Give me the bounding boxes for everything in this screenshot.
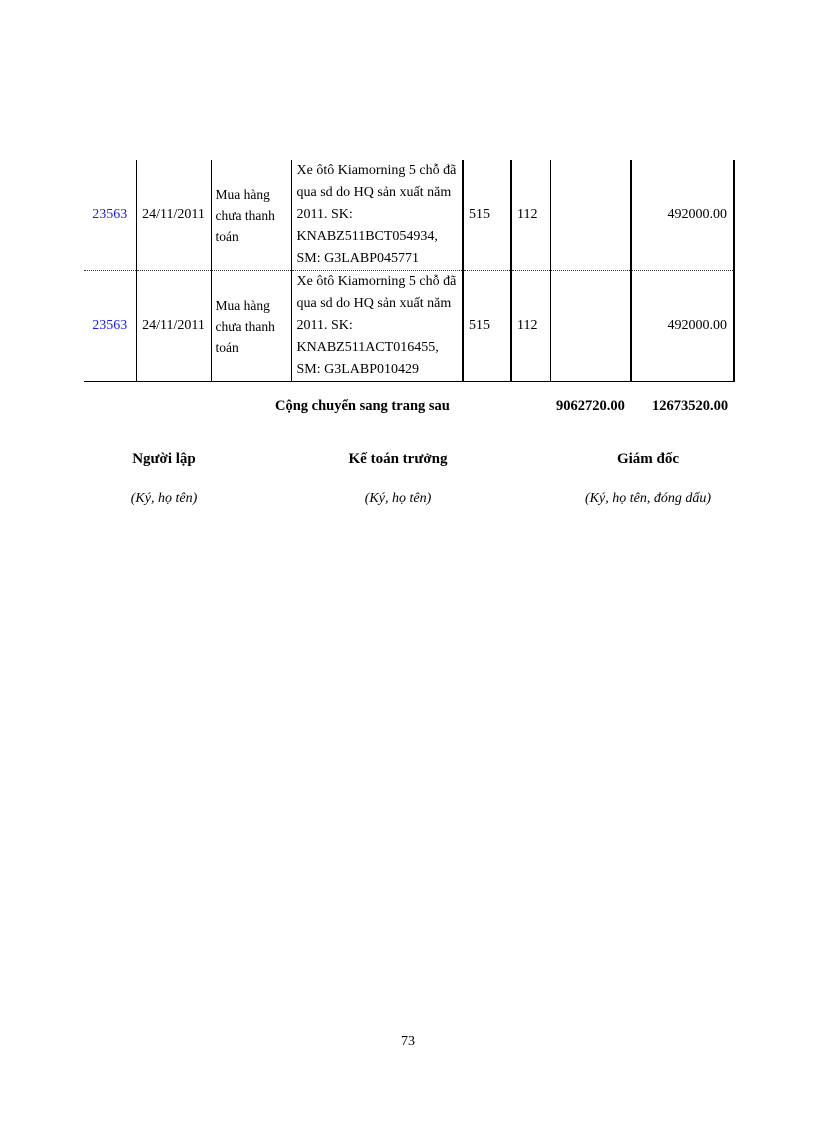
- table-row: [84, 160, 734, 271]
- signature-title-director: Giám đốc: [616, 451, 680, 467]
- signature-note-preparer: (Ký, họ tên): [130, 491, 198, 506]
- transaction-type: Mua hàng chưa thanh toán: [211, 160, 291, 271]
- voucher-number-link[interactable]: 23563: [84, 271, 136, 382]
- voucher-date: 24/11/2011: [136, 271, 211, 382]
- signature-title-preparer: Người lập: [132, 451, 196, 467]
- debit-amount: [550, 160, 631, 271]
- carry-forward-debit-total: 9062720.00: [556, 398, 625, 414]
- transaction-description: Xe ôtô Kiamorning 5 chỗ đã qua sd do HQ sản xuất năm 2011. SK: KNABZ511ACT016455, SM: G3LABP010429: [291, 271, 463, 382]
- transaction-description: Xe ôtô Kiamorning 5 chỗ đã qua sd do HQ sản xuất năm 2011. SK: KNABZ511BCT054934, SM: G3LABP045771: [291, 160, 463, 271]
- transaction-type: Mua hàng chưa thanh toán: [211, 271, 291, 382]
- page-number: 73: [401, 1034, 415, 1049]
- debit-amount: [550, 271, 631, 382]
- voucher-number-link[interactable]: 23563: [84, 160, 136, 271]
- account-code: 515: [463, 271, 511, 382]
- carry-forward-credit-total: 12673520.00: [652, 398, 729, 414]
- table-row: [84, 271, 734, 382]
- ledger-table: [84, 160, 735, 382]
- credit-amount: 492000.00: [631, 271, 734, 382]
- credit-amount: 492000.00: [631, 160, 734, 271]
- signature-note-director: (Ký, họ tên, đóng dấu): [585, 491, 711, 506]
- contra-account-code: 112: [511, 271, 550, 382]
- voucher-date: 24/11/2011: [136, 160, 211, 271]
- signature-note-chief-accountant: (Ký, họ tên): [364, 491, 432, 506]
- account-code: 515: [463, 160, 511, 271]
- contra-account-code: 112: [511, 160, 550, 271]
- carry-forward-label: Cộng chuyển sang trang sau: [275, 398, 450, 414]
- signature-title-chief-accountant: Kế toán trưởng: [348, 451, 448, 467]
